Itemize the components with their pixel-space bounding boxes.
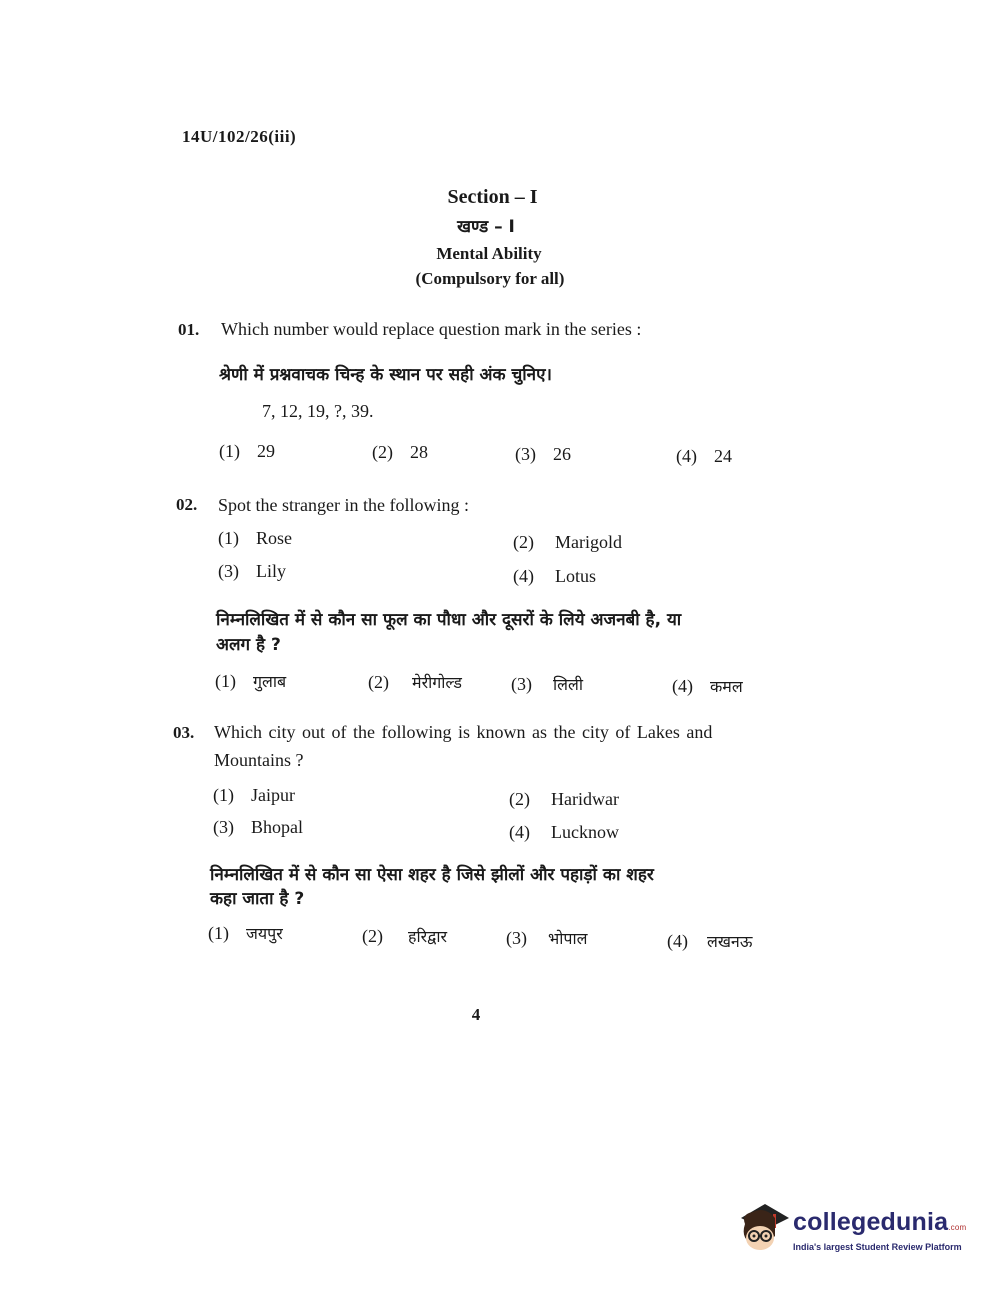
option-label: भोपाल — [548, 929, 588, 948]
option-label: Lotus — [555, 566, 597, 586]
option-2[interactable] — [372, 442, 428, 463]
option-2-hindi[interactable] — [368, 671, 462, 693]
option-number: (4) — [672, 676, 693, 696]
option-number: (4) — [667, 931, 688, 951]
option-label: लखनऊ — [707, 932, 753, 951]
option-number: (1) — [215, 671, 236, 691]
section-title-hindi: खण्ड – I — [457, 217, 515, 237]
mascot-icon — [735, 1196, 791, 1262]
option-label: लिली — [553, 675, 583, 694]
option-1[interactable] — [219, 441, 275, 462]
option-number: (1) — [213, 785, 234, 805]
option-2-hindi[interactable] — [362, 925, 447, 947]
option-number: (4) — [513, 566, 534, 586]
option-label: जयपुर — [246, 924, 283, 943]
question-text-hindi: श्रेणी में प्रश्नवाचक चिन्ह के स्थान पर सही अंक चुनिए। — [219, 365, 552, 385]
logo-wordmark: collegedunia.com — [793, 1208, 967, 1236]
question-text: Mountains ? — [214, 750, 304, 770]
question-text-hindi: अलग है ? — [216, 635, 281, 655]
option-number: (3) — [511, 674, 532, 694]
option-label: Haridwar — [551, 789, 619, 809]
option-number: (1) — [218, 528, 239, 548]
option-3[interactable] — [218, 561, 286, 582]
option-label: गुलाब — [253, 672, 287, 691]
option-number: (3) — [218, 561, 239, 581]
option-number: (3) — [506, 928, 527, 948]
option-number: (2) — [362, 926, 383, 946]
option-3[interactable] — [515, 444, 571, 465]
option-label: Bhopal — [251, 817, 303, 837]
page-number: 4 — [471, 1005, 481, 1024]
option-label: Marigold — [555, 532, 622, 552]
question-number: 03. — [173, 723, 195, 742]
question-series: 7, 12, 19, ?, 39. — [262, 401, 374, 421]
option-label: Jaipur — [251, 785, 295, 805]
option-1-hindi[interactable] — [208, 922, 283, 944]
option-label: 26 — [553, 444, 571, 464]
option-2[interactable] — [513, 532, 622, 553]
option-label: Lucknow — [551, 822, 619, 842]
option-1[interactable] — [213, 785, 295, 806]
option-1[interactable] — [218, 528, 292, 549]
option-label: 24 — [714, 446, 732, 466]
option-4[interactable] — [513, 566, 596, 587]
option-label: हरिद्वार — [408, 927, 448, 946]
option-label: कमल — [710, 677, 743, 696]
option-4-hindi[interactable] — [672, 675, 743, 697]
option-1-hindi[interactable] — [215, 670, 286, 692]
option-label: Rose — [256, 528, 292, 548]
option-label: मेरीगोल्ड — [412, 673, 462, 692]
option-4[interactable] — [676, 446, 732, 467]
option-4[interactable] — [509, 822, 619, 843]
option-label: 29 — [257, 441, 275, 461]
option-number: (2) — [509, 789, 530, 809]
option-number: (2) — [513, 532, 534, 552]
option-number: (4) — [676, 446, 697, 466]
option-number: (3) — [515, 444, 536, 464]
paper-code: 14U/102/26(iii) — [182, 127, 297, 146]
option-4-hindi[interactable] — [667, 930, 752, 952]
question-text-hindi: निम्नलिखित में से कौन सा ऐसा शहर है जिसे झीलों और पहाड़ों का शहर — [210, 865, 654, 885]
option-label: 28 — [410, 442, 428, 462]
option-3[interactable] — [213, 817, 303, 838]
question-text: Spot the stranger in the following : — [218, 495, 469, 515]
option-3-hindi[interactable] — [506, 927, 587, 949]
question-text-hindi: निम्नलिखित में से कौन सा फूल का पौधा और दूसरों के लिये अजनबी है, या — [216, 610, 682, 630]
option-number: (1) — [219, 441, 240, 461]
question-text: Which city out of the following is known as the city of Lakes and — [214, 722, 713, 742]
question-number: 02. — [176, 495, 198, 514]
question-number: 01. — [178, 320, 200, 339]
option-number: (2) — [372, 442, 393, 462]
question-text-hindi: कहा जाता है ? — [210, 889, 305, 909]
option-3-hindi[interactable] — [511, 673, 583, 695]
section-note: (Compulsory for all) — [415, 269, 565, 288]
option-number: (1) — [208, 923, 229, 943]
question-text: Which number would replace question mark in the series : — [221, 319, 642, 339]
option-label: Lily — [256, 561, 286, 581]
option-2[interactable] — [509, 789, 619, 810]
option-number: (2) — [368, 672, 389, 692]
collegedunia-logo[interactable] — [735, 1196, 965, 1266]
section-title: Section – I — [447, 186, 538, 208]
option-number: (4) — [509, 822, 530, 842]
section-subtitle: Mental Ability — [436, 244, 542, 263]
logo-tagline: India's largest Student Review Platform — [793, 1242, 962, 1252]
option-number: (3) — [213, 817, 234, 837]
